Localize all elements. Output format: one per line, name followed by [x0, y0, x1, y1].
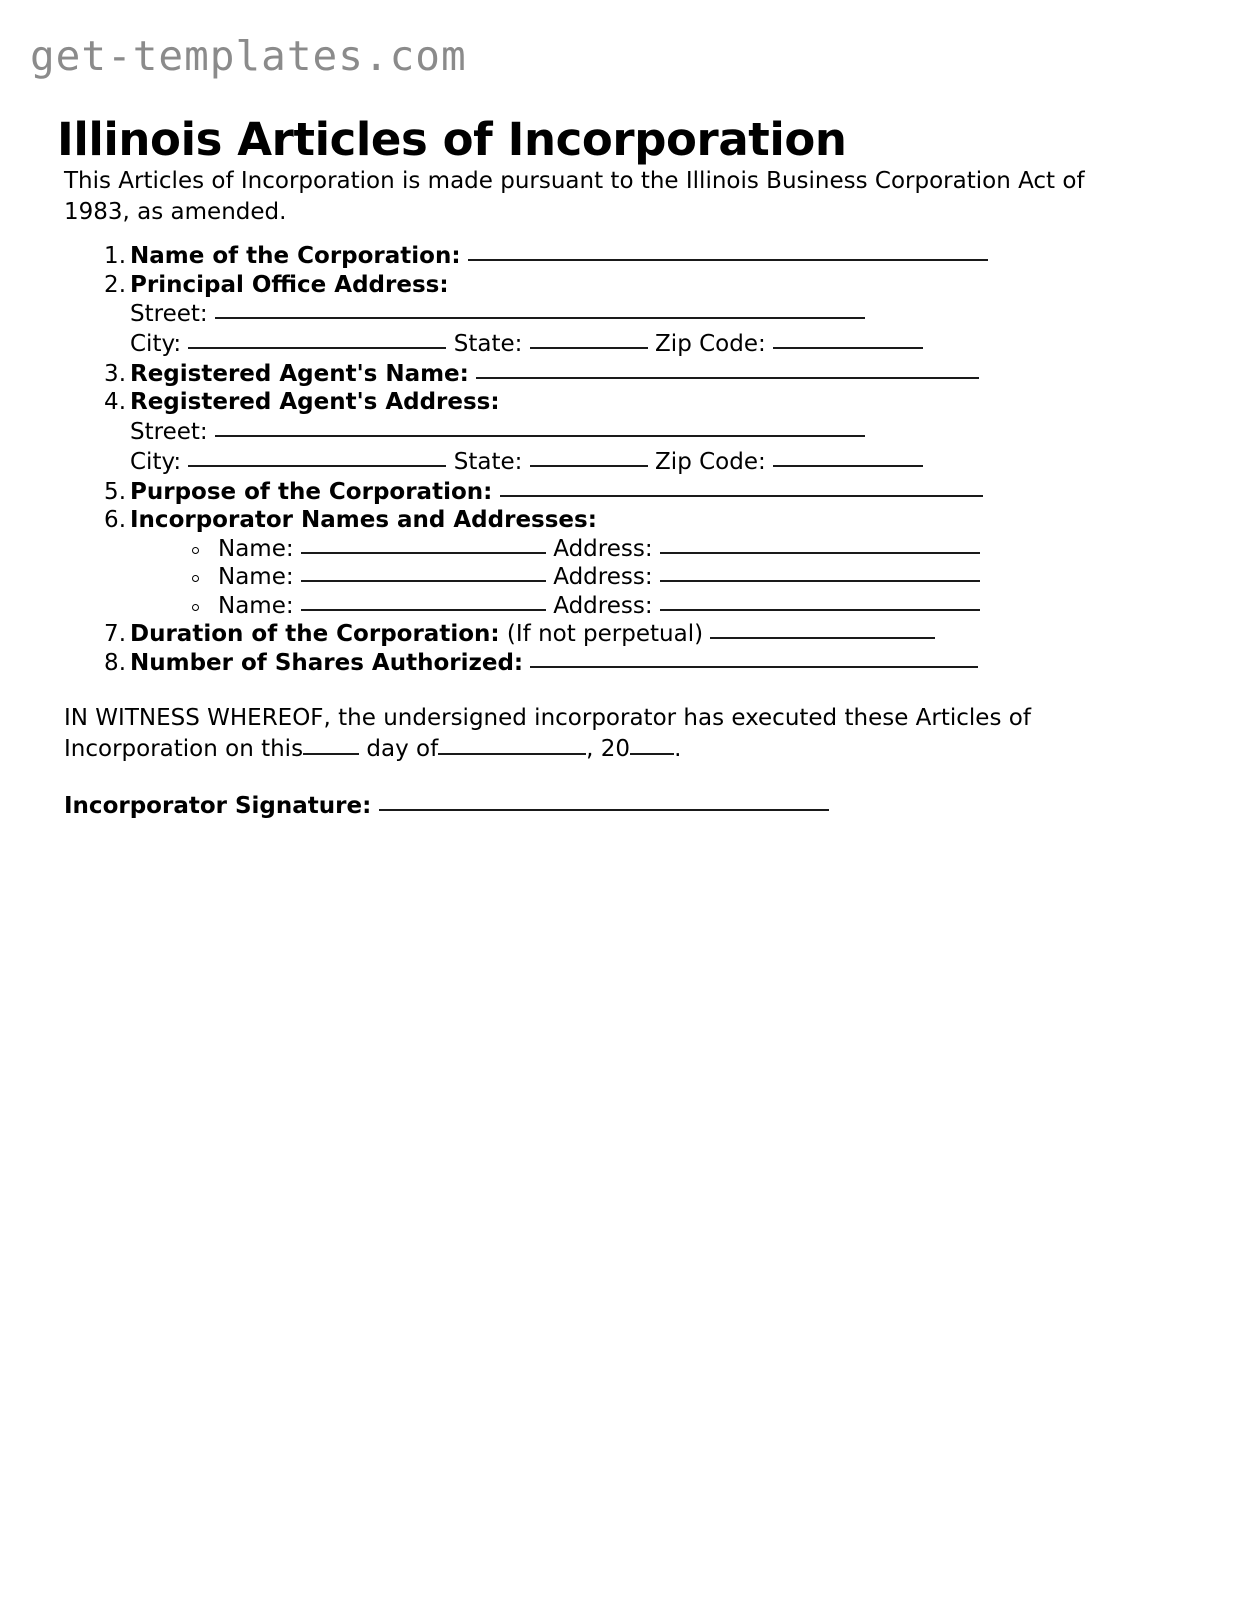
list-item-shares-authorized: [0, 649, 1250, 678]
blank-incorporator-signature[interactable]: [379, 793, 829, 811]
page-title: Illinois Articles of Incorporation: [57, 113, 847, 167]
incorporator-entry-2: [190, 563, 1250, 592]
list-item-name-of-corporation: [0, 242, 1250, 271]
blank-witness-year[interactable]: [630, 739, 674, 755]
label-registered-agent-name: Registered Agent's Name:: [130, 360, 469, 387]
label-name: Name:: [218, 592, 294, 619]
label-city: City:: [130, 448, 182, 475]
label-purpose: Purpose of the Corporation:: [130, 478, 493, 505]
principal-city-state-zip-row: [130, 330, 1250, 360]
intro-paragraph: This Articles of Incorporation is made pursuant to the Illinois Business Corporation Act of 1983, as amended.: [64, 168, 1085, 226]
signature-row: [64, 793, 1250, 819]
blank-incorporator-2-address[interactable]: [660, 564, 980, 582]
label-duration: Duration of the Corporation:: [130, 621, 500, 648]
witness-line-2d: .: [674, 736, 682, 763]
blank-witness-day[interactable]: [303, 739, 359, 755]
blank-name-of-corporation[interactable]: [468, 243, 988, 261]
witness-line-2a: Incorporation on this: [64, 736, 304, 763]
label-registered-agent-address: Registered Agent's Address:: [130, 389, 500, 416]
blank-agent-street[interactable]: [215, 419, 865, 437]
label-name-of-corporation: Name of the Corporation:: [130, 243, 461, 270]
note-duration: (If not perpetual): [506, 621, 704, 648]
principal-street-row: [130, 300, 1250, 330]
registered-agent-fields: [130, 418, 1250, 478]
list-item-registered-agent-name: [0, 360, 1250, 389]
blank-incorporator-2-name[interactable]: [301, 564, 546, 582]
blank-principal-city[interactable]: [188, 331, 446, 349]
label-city: City:: [130, 331, 182, 358]
blank-principal-zip[interactable]: [773, 331, 923, 349]
witness-line-2c: , 20: [586, 736, 631, 763]
label-state: State:: [453, 331, 523, 358]
incorporator-entry-3: [190, 592, 1250, 621]
blank-registered-agent-name[interactable]: [476, 361, 979, 379]
blank-agent-city[interactable]: [188, 449, 446, 467]
label-incorporator-names: Incorporator Names and Addresses:: [130, 507, 597, 534]
blank-duration[interactable]: [710, 621, 935, 639]
label-name: Name:: [218, 535, 294, 562]
label-street: Street:: [130, 301, 208, 328]
document-body: [0, 166, 1250, 819]
incorporator-entry-1: [190, 535, 1250, 564]
witness-line-1: IN WITNESS WHEREOF, the undersigned incorporator has executed these Articles of: [64, 705, 1031, 732]
agent-city-state-zip-row: [130, 448, 1250, 478]
label-street: Street:: [130, 418, 208, 445]
blank-principal-state[interactable]: [530, 331, 648, 349]
list-item-principal-office-address: [0, 271, 1250, 360]
label-state: State:: [453, 448, 523, 475]
label-zip: Zip Code:: [655, 448, 766, 475]
witness-paragraph: [64, 703, 1104, 765]
principal-office-fields: [130, 300, 1250, 360]
list-item-incorporator-names: [0, 506, 1250, 620]
blank-witness-month[interactable]: [438, 739, 586, 755]
witness-line-2b: day of: [366, 736, 439, 763]
label-name: Name:: [218, 564, 294, 591]
label-incorporator-signature: Incorporator Signature:: [64, 793, 372, 820]
blank-incorporator-3-address[interactable]: [660, 593, 980, 611]
articles-list: [0, 242, 1250, 677]
blank-shares-authorized[interactable]: [530, 650, 978, 668]
watermark-get-templates: get-templates.com: [30, 32, 467, 80]
agent-street-row: [130, 418, 1250, 448]
blank-incorporator-1-address[interactable]: [660, 536, 980, 554]
blank-purpose[interactable]: [500, 479, 983, 497]
list-item-duration: [0, 620, 1250, 649]
list-item-registered-agent-address: [0, 388, 1250, 477]
label-principal-office-address: Principal Office Address:: [130, 271, 449, 298]
label-shares-authorized: Number of Shares Authorized:: [130, 649, 524, 676]
label-address: Address:: [553, 592, 653, 619]
list-item-purpose: [0, 478, 1250, 507]
blank-principal-street[interactable]: [215, 301, 865, 319]
blank-agent-zip[interactable]: [773, 449, 923, 467]
label-zip: Zip Code:: [655, 331, 766, 358]
label-address: Address:: [553, 535, 653, 562]
label-address: Address:: [553, 564, 653, 591]
blank-incorporator-3-name[interactable]: [301, 593, 546, 611]
incorporator-entries: [130, 535, 1250, 621]
blank-agent-state[interactable]: [530, 449, 648, 467]
blank-incorporator-1-name[interactable]: [301, 536, 546, 554]
